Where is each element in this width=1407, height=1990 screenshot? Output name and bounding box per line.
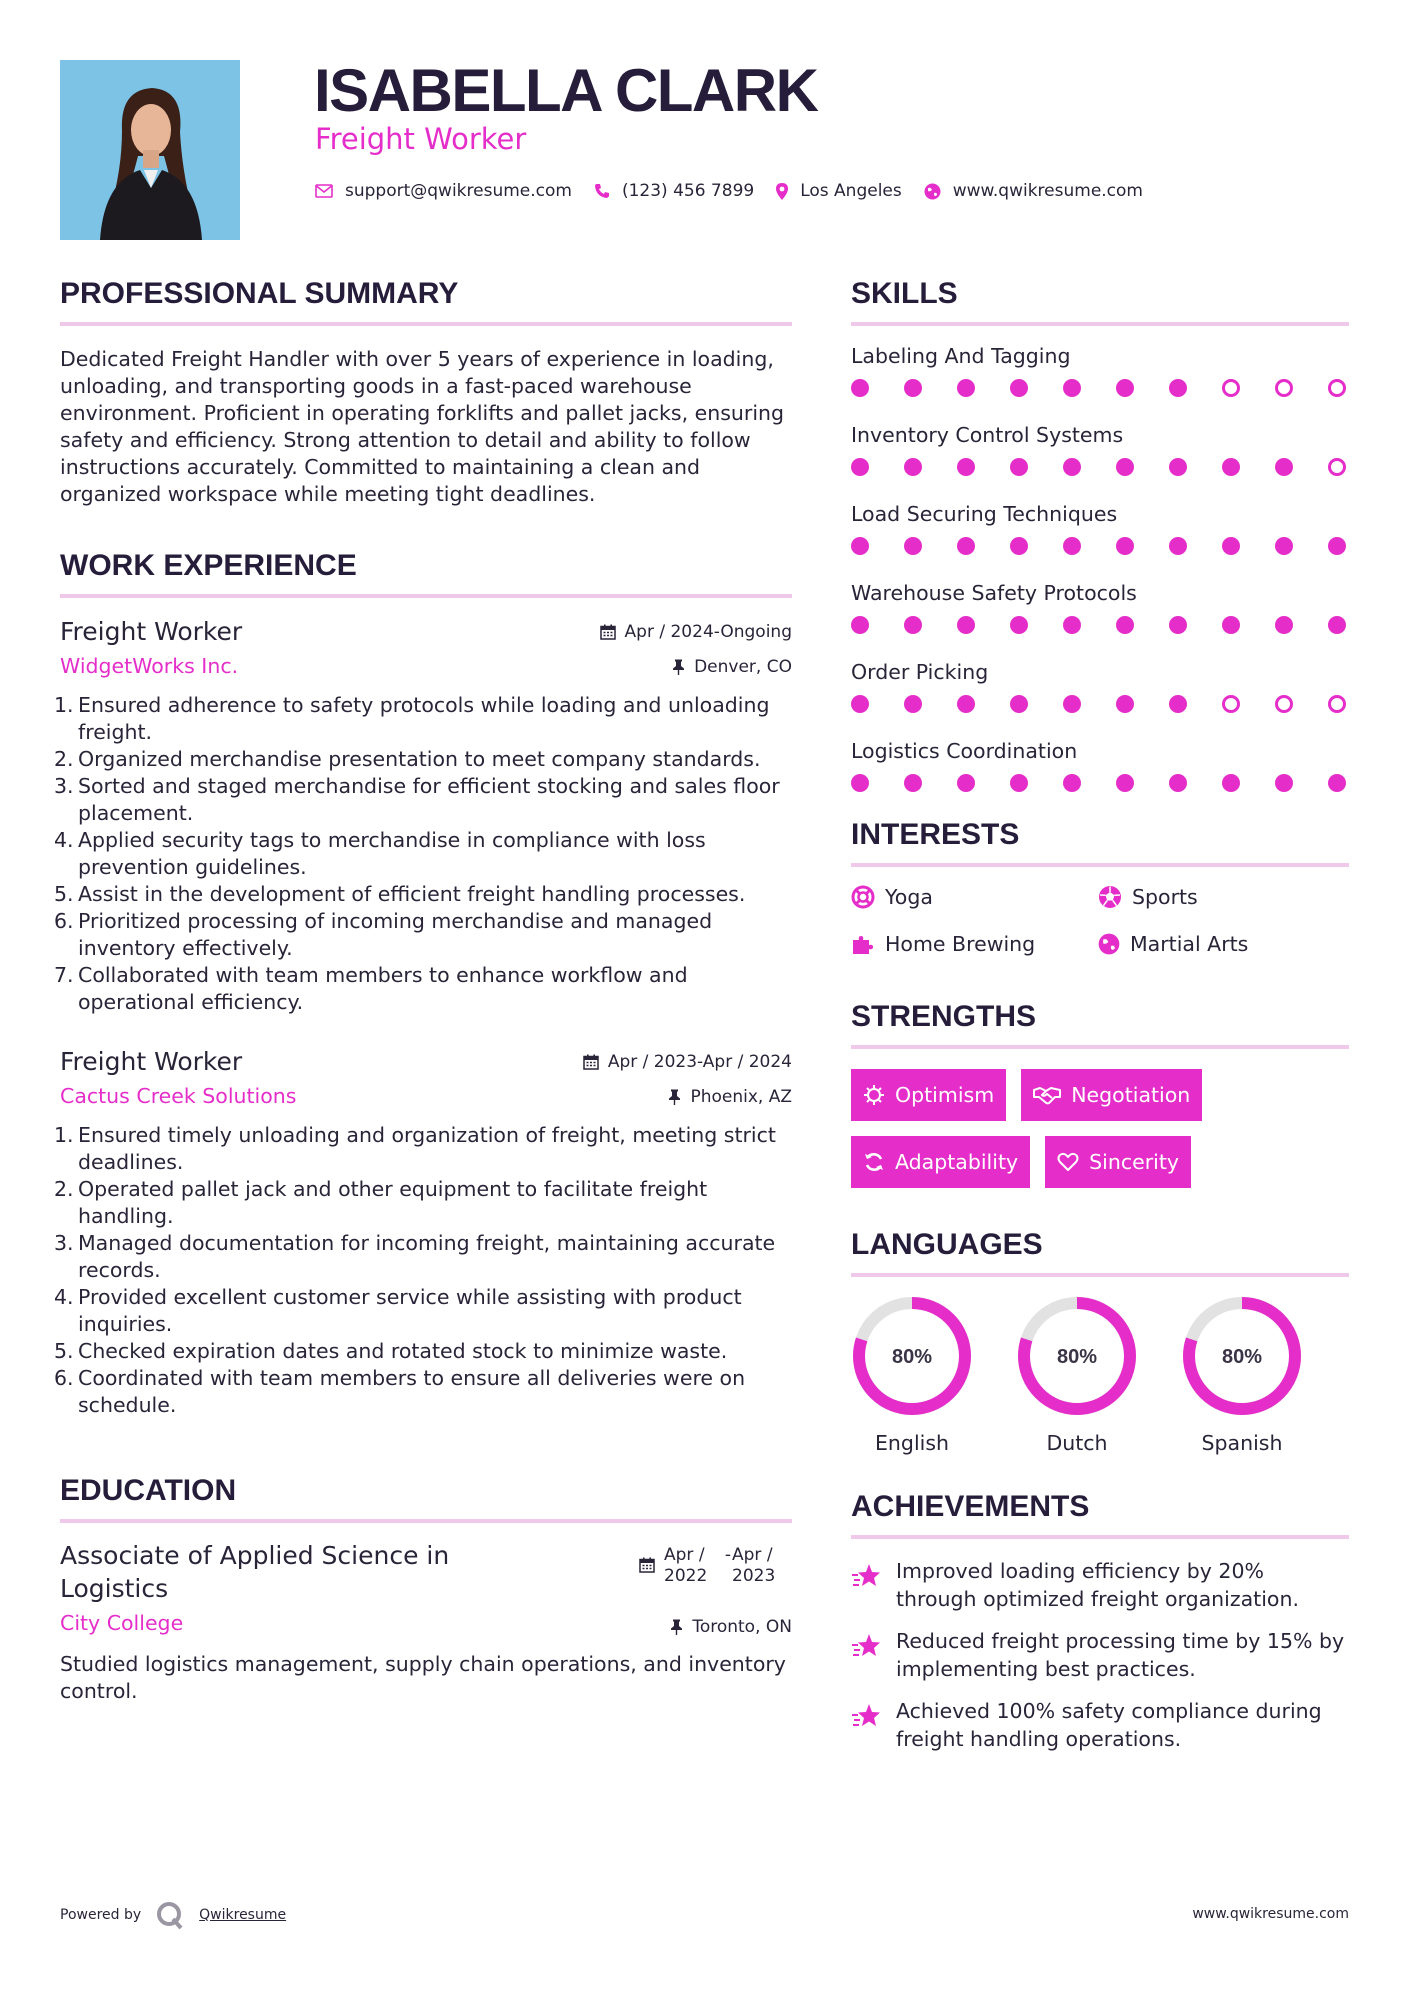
contact-location <box>776 181 902 201</box>
language-percent: 80% <box>891 1346 933 1368</box>
phone-icon <box>594 183 610 199</box>
job-date-text: Apr / 2023-Apr / 2024 <box>607 1052 792 1072</box>
skill-dot-filled <box>851 537 869 555</box>
globe-icon <box>1098 933 1120 955</box>
lifebuoy-icon <box>851 885 875 909</box>
pushpin-icon <box>670 1619 683 1635</box>
skill-dot-filled <box>1063 537 1081 555</box>
skill-dot-filled <box>904 695 922 713</box>
contact-phone-text: (123) 456 7899 <box>621 181 755 201</box>
job-location-text: Phoenix, AZ <box>690 1087 792 1107</box>
job-location <box>668 1087 792 1107</box>
education-dates <box>639 1545 792 1587</box>
summary-section <box>60 272 792 508</box>
language-item <box>1181 1295 1303 1455</box>
interests-list <box>851 881 1349 975</box>
language-gauge <box>1181 1295 1303 1417</box>
skill-dot-filled <box>957 695 975 713</box>
contact-bar <box>315 178 1165 204</box>
skill-rating <box>851 378 1349 398</box>
skill-dot-filled <box>1169 616 1187 634</box>
skill-dot-empty <box>1328 458 1346 476</box>
languages-heading: LANGUAGES <box>851 1228 1043 1261</box>
job-bullets <box>54 692 792 1016</box>
skill-name: Labeling And Tagging <box>851 344 1071 368</box>
language-item <box>1016 1295 1138 1455</box>
achievement-item: Improved loading efficiency by 20% through optimized freight organization. <box>851 1557 1349 1613</box>
section-divider <box>851 863 1349 867</box>
interest-item: Martial Arts <box>1098 932 1248 956</box>
section-divider <box>60 322 792 326</box>
skill-dot-empty <box>1222 695 1240 713</box>
skill-dot-filled <box>851 695 869 713</box>
sun-icon <box>863 1084 885 1106</box>
list-item: 2. Organized merchandise presentation to meet company standards. <box>54 747 761 771</box>
skill-dot-empty <box>1328 695 1346 713</box>
skill-rating <box>851 694 1349 714</box>
job-location <box>672 657 792 677</box>
strength-chip: Negotiation <box>1021 1069 1202 1121</box>
interest-item: Home Brewing <box>851 932 1035 956</box>
education-school: City College <box>60 1611 184 1635</box>
contact-website-text: www.qwikresume.com <box>952 181 1143 201</box>
list-item: 6. Prioritized processing of incoming merchandise and managed inventory effectively. <box>54 909 713 960</box>
skill-dot-filled <box>1169 695 1187 713</box>
skill-dot-filled <box>957 774 975 792</box>
candidate-title: Freight Worker <box>315 122 527 156</box>
education-end: Apr / 2023 <box>732 1545 776 1586</box>
skills-list <box>851 342 1349 793</box>
job-date <box>600 622 792 642</box>
skill-rating <box>851 457 1349 477</box>
list-item: 6. Coordinated with team members to ensure all deliveries were on schedule. <box>54 1366 746 1417</box>
list-item: 1. Ensured timely unloading and organization of freight, meeting strict deadlines. <box>54 1123 776 1174</box>
skill-dot-empty <box>1275 379 1293 397</box>
skill-dot-filled <box>904 458 922 476</box>
skill-dot-filled <box>904 537 922 555</box>
skill-dot-filled <box>1010 379 1028 397</box>
skill-name: Inventory Control Systems <box>851 423 1124 447</box>
contact-phone[interactable] <box>594 181 754 201</box>
education-location <box>670 1617 792 1637</box>
refresh-icon <box>863 1151 885 1173</box>
skill-dot-filled <box>1275 537 1293 555</box>
summary-heading: PROFESSIONAL SUMMARY <box>60 277 459 310</box>
strength-chip: Sincerity <box>1045 1136 1191 1188</box>
right-column <box>851 272 1349 1767</box>
section-divider <box>851 1535 1349 1539</box>
skill-dot-filled <box>904 616 922 634</box>
skill-dot-filled <box>1222 616 1240 634</box>
skills-heading: SKILLS <box>851 277 958 310</box>
profile-photo <box>60 60 240 240</box>
skill-dot-filled <box>1010 774 1028 792</box>
skill-name: Logistics Coordination <box>851 739 1078 763</box>
language-percent: 80% <box>1221 1346 1263 1368</box>
education-date-separator: - <box>724 1545 732 1565</box>
skill-name: Warehouse Safety Protocols <box>851 581 1137 605</box>
left-column <box>54 272 792 1705</box>
education-degree: Associate of Applied Science in Logistics <box>60 1541 450 1603</box>
skill-dot-filled <box>1116 695 1134 713</box>
skill-dot-filled <box>1116 379 1134 397</box>
skill-dot-filled <box>1063 774 1081 792</box>
skill-dot-filled <box>1275 458 1293 476</box>
skill-item <box>851 658 1349 714</box>
achievements-heading: ACHIEVEMENTS <box>851 1490 1090 1523</box>
skill-dot-empty <box>1222 379 1240 397</box>
shooting-star-icon <box>851 1633 881 1659</box>
skill-dot-filled <box>904 774 922 792</box>
languages-section <box>851 1223 1349 1465</box>
map-pin-icon <box>776 183 788 200</box>
list-item: 7. Collaborated with team members to enhance workflow and operational efficiency. <box>54 963 688 1014</box>
language-gauge <box>1016 1295 1138 1417</box>
contact-email-text: support@qwikresume.com <box>345 181 572 201</box>
contact-location-text: Los Angeles <box>800 181 902 201</box>
language-name: English <box>874 1431 950 1455</box>
achievements-section <box>851 1485 1349 1753</box>
skill-dot-filled <box>1010 616 1028 634</box>
interests-heading: INTERESTS <box>851 818 1020 851</box>
strengths-list <box>851 1069 1251 1203</box>
skill-dot-filled <box>1116 774 1134 792</box>
job-company: WidgetWorks Inc. <box>60 654 239 678</box>
footer-site-link[interactable]: www.qwikresume.com <box>1192 1906 1349 1922</box>
education-start: Apr / 2022 <box>664 1545 708 1586</box>
skill-dot-empty <box>1275 695 1293 713</box>
soccer-ball-icon <box>1098 885 1122 909</box>
language-item <box>851 1295 973 1455</box>
interest-item: Sports <box>1098 885 1198 909</box>
skill-dot-filled <box>904 379 922 397</box>
shooting-star-icon <box>851 1563 881 1589</box>
skill-dot-filled <box>957 537 975 555</box>
interests-section <box>851 813 1349 975</box>
skill-dot-filled <box>1063 695 1081 713</box>
skill-dot-filled <box>1328 616 1346 634</box>
section-divider <box>851 1045 1349 1049</box>
skill-dot-filled <box>1116 458 1134 476</box>
achievement-item: Reduced freight processing time by 15% by implementing best practices. <box>851 1627 1349 1683</box>
job-location-text: Denver, CO <box>694 657 792 677</box>
education-section <box>60 1469 792 1705</box>
calendar-icon <box>639 1557 655 1573</box>
language-percent: 80% <box>1056 1346 1098 1368</box>
education-description: Studied logistics management, supply chain operations, and inventory control. <box>60 1652 786 1703</box>
skill-item <box>851 500 1349 556</box>
section-divider <box>851 322 1349 326</box>
skill-item <box>851 579 1349 635</box>
skill-dot-filled <box>1222 458 1240 476</box>
contact-email[interactable] <box>315 181 572 201</box>
pushpin-icon <box>668 1089 681 1105</box>
skill-dot-filled <box>1010 537 1028 555</box>
handshake-icon <box>1033 1085 1061 1105</box>
skill-name: Load Securing Techniques <box>851 502 1118 526</box>
achievement-item: Achieved 100% safety compliance during freight handling operations. <box>851 1697 1349 1753</box>
list-item: 5. Assist in the development of efficient freight handling processes. <box>54 882 746 906</box>
heart-icon <box>1057 1152 1079 1172</box>
strengths-section <box>851 995 1349 1203</box>
job-title: Freight Worker <box>60 1047 243 1076</box>
skill-dot-filled <box>851 616 869 634</box>
strength-chip: Adaptability <box>851 1136 1030 1188</box>
skill-dot-filled <box>1169 537 1187 555</box>
skill-dot-filled <box>1275 616 1293 634</box>
skill-dot-filled <box>1328 774 1346 792</box>
job-date <box>583 1052 792 1072</box>
list-item: 3. Sorted and staged merchandise for efficient stocking and sales floor placement. <box>54 774 780 825</box>
contact-website[interactable] <box>924 181 1143 201</box>
skill-dot-filled <box>1169 458 1187 476</box>
strengths-heading: STRENGTHS <box>851 1000 1037 1033</box>
calendar-icon <box>600 624 616 640</box>
skill-dot-filled <box>851 774 869 792</box>
skill-dot-filled <box>957 379 975 397</box>
skills-section <box>851 272 1349 793</box>
achievements-list <box>851 1557 1349 1753</box>
strength-chip: Optimism <box>851 1069 1006 1121</box>
skill-dot-filled <box>1222 774 1240 792</box>
skill-dot-filled <box>1328 537 1346 555</box>
skill-dot-filled <box>1063 458 1081 476</box>
skill-dot-filled <box>1275 774 1293 792</box>
skill-rating <box>851 773 1349 793</box>
skill-dot-filled <box>1063 379 1081 397</box>
skill-dot-filled <box>957 458 975 476</box>
job-title: Freight Worker <box>60 617 243 646</box>
qwikresume-logo-icon <box>155 1900 185 1930</box>
section-divider <box>851 1273 1349 1277</box>
skill-dot-filled <box>851 379 869 397</box>
list-item: 2. Operated pallet jack and other equipment to facilitate freight handling. <box>54 1177 708 1228</box>
education-heading: EDUCATION <box>60 1474 237 1507</box>
shooting-star-icon <box>851 1703 881 1729</box>
experience-section <box>54 544 792 1419</box>
skill-item <box>851 737 1349 793</box>
skill-dot-filled <box>1116 537 1134 555</box>
language-name: Spanish <box>1201 1431 1283 1455</box>
job-bullets <box>54 1122 792 1419</box>
list-item: 5. Checked expiration dates and rotated stock to minimize waste. <box>54 1339 728 1363</box>
skill-dot-filled <box>1063 616 1081 634</box>
calendar-icon <box>583 1054 599 1070</box>
education-entry <box>60 1539 792 1705</box>
skill-rating <box>851 536 1349 556</box>
skill-item <box>851 421 1349 477</box>
list-item: 3. Managed documentation for incoming freight, maintaining accurate records. <box>54 1231 776 1282</box>
skill-dot-filled <box>1116 616 1134 634</box>
section-divider <box>60 1519 792 1523</box>
list-item: 4. Applied security tags to merchandise in compliance with loss prevention guidelines. <box>54 828 706 879</box>
skill-dot-empty <box>1328 379 1346 397</box>
skill-dot-filled <box>1222 537 1240 555</box>
languages-list <box>851 1295 1349 1465</box>
globe-icon <box>924 183 941 200</box>
job-date-text: Apr / 2024-Ongoing <box>624 622 792 642</box>
skill-dot-filled <box>1010 695 1028 713</box>
skill-rating <box>851 615 1349 635</box>
skill-dot-filled <box>1169 774 1187 792</box>
section-divider <box>60 594 792 598</box>
list-item: 4. Provided excellent customer service while assisting with product inquiries. <box>54 1285 742 1336</box>
skill-dot-filled <box>1169 379 1187 397</box>
puzzle-icon <box>851 932 875 956</box>
language-name: Dutch <box>1046 1431 1108 1455</box>
job-entry <box>54 616 792 1016</box>
skill-dot-filled <box>851 458 869 476</box>
job-entry <box>54 1046 792 1419</box>
powered-by-label: Powered by <box>60 1907 142 1923</box>
experience-heading: WORK EXPERIENCE <box>60 549 357 582</box>
footer-powered-by <box>60 1900 286 1930</box>
skill-item <box>851 342 1349 398</box>
education-location-text: Toronto, ON <box>692 1617 792 1637</box>
envelope-icon <box>315 184 333 198</box>
footer-brand-link[interactable]: Qwikresume <box>199 1907 287 1923</box>
language-gauge <box>851 1295 973 1417</box>
candidate-name: ISABELLA CLARK <box>314 57 818 124</box>
list-item: 1. Ensured adherence to safety protocols while loading and unloading freight. <box>54 693 770 744</box>
skill-name: Order Picking <box>851 660 989 684</box>
skill-dot-filled <box>957 616 975 634</box>
skill-dot-filled <box>1010 458 1028 476</box>
pushpin-icon <box>672 659 685 675</box>
summary-text: Dedicated Freight Handler with over 5 years of experience in loading, unloading, and transporting goods in a fast-paced warehouse environment. Proficient in operating forklifts and pallet jacks, ensuring safety and efficiency. Strong attention to detail and ability to follow instructions accurately. Committed to maintaining a clean and organized workspace while meeting tight deadlines. <box>60 347 785 506</box>
job-company: Cactus Creek Solutions <box>60 1084 297 1108</box>
interest-item: Yoga <box>851 885 933 909</box>
